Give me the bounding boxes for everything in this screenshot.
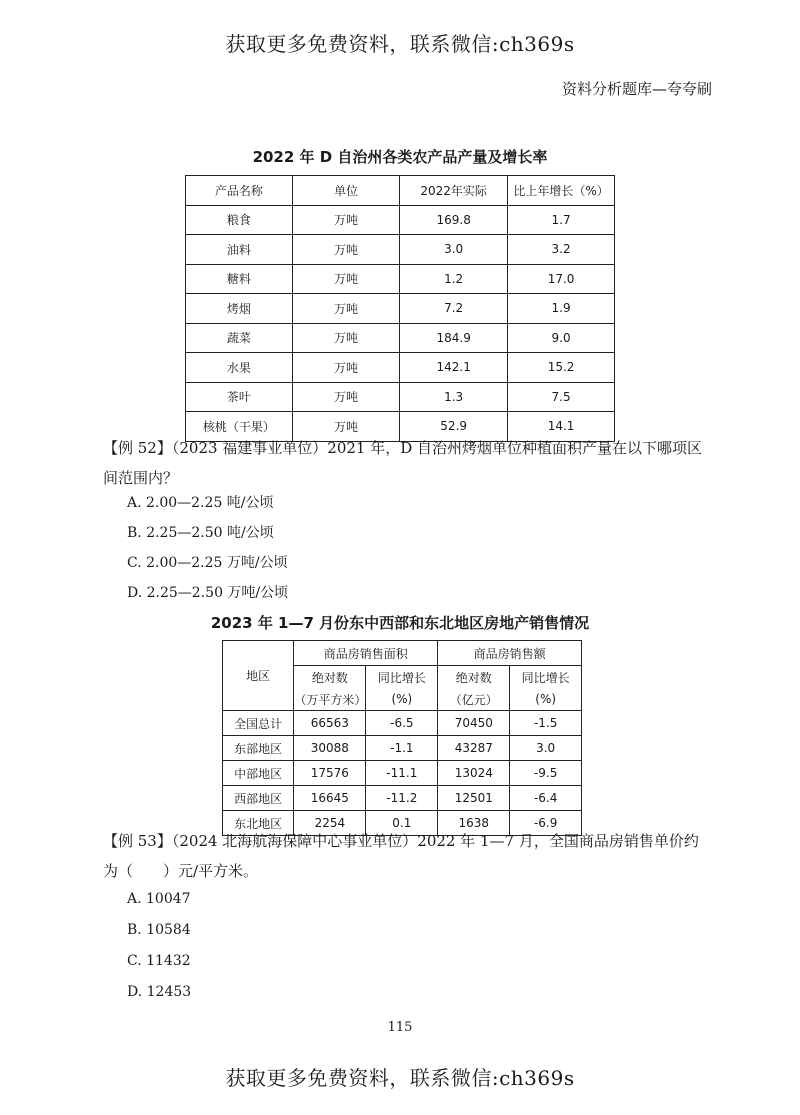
table-row — [186, 323, 615, 353]
table-header-row — [186, 176, 615, 206]
table-cell: 万吨 — [292, 235, 400, 265]
table-cell: 水果 — [186, 353, 293, 383]
header-title: 资料分析题库—夸夸刷 — [562, 80, 713, 98]
table-cell: 66563 — [294, 711, 366, 736]
table-cell: 52.9 — [400, 412, 508, 442]
option-a: A. 10047 — [127, 891, 191, 907]
table1-title: 2022 年 D 自治州各类农产品产量及增长率 — [252, 148, 548, 166]
table-cell: 3.0 — [400, 235, 508, 265]
table-cell: 中部地区 — [223, 761, 294, 786]
page-number: 115 — [387, 1020, 413, 1035]
table-header-cell: 比上年增长（%） — [508, 176, 615, 206]
option-a: A. 2.00—2.25 吨/公顷 — [127, 495, 274, 511]
table-row — [223, 711, 582, 736]
table-cell: 12501 — [438, 786, 510, 811]
table-cell: -9.5 — [510, 761, 582, 786]
table-cell: 茶叶 — [186, 382, 293, 412]
table-cell: 0.1 — [366, 811, 438, 836]
table-row — [186, 235, 615, 265]
table-cell: 2254 — [294, 811, 366, 836]
table-cell: 万吨 — [292, 294, 400, 324]
table-cell: 14.1 — [508, 412, 615, 442]
table-cell: 西部地区 — [223, 786, 294, 811]
watermark-top: 获取更多免费资料，联系微信:ch369s — [225, 32, 575, 56]
option-c: C. 11432 — [127, 953, 191, 969]
table-cell: 烤烟 — [186, 294, 293, 324]
table-header-cell: 绝对数 — [438, 666, 510, 689]
table-header-cell: 2022年实际 — [400, 176, 508, 206]
table-cell: 核桃（干果） — [186, 412, 293, 442]
table-cell: 17576 — [294, 761, 366, 786]
table-cell: 169.8 — [400, 205, 508, 235]
table-row — [223, 736, 582, 761]
table-cell: 17.0 — [508, 264, 615, 294]
table-row — [223, 786, 582, 811]
table-header-cell: 商品房销售额 — [438, 641, 582, 666]
table-row — [223, 761, 582, 786]
table-cell: 13024 — [438, 761, 510, 786]
table-cell: 万吨 — [292, 205, 400, 235]
table-cell: 7.2 — [400, 294, 508, 324]
table-header-cell: 商品房销售面积 — [294, 641, 438, 666]
table-cell: 9.0 — [508, 323, 615, 353]
table-cell: -11.2 — [366, 786, 438, 811]
table-header-cell: (%) — [366, 688, 438, 711]
table-header-cell: 同比增长 — [510, 666, 582, 689]
table-cell: 1.3 — [400, 382, 508, 412]
table2 — [222, 640, 582, 836]
table-cell: -6.4 — [510, 786, 582, 811]
table-header-cell: （亿元） — [438, 688, 510, 711]
table-cell: -11.1 — [366, 761, 438, 786]
table-cell: 万吨 — [292, 323, 400, 353]
table-cell: 万吨 — [292, 412, 400, 442]
table-cell: 1638 — [438, 811, 510, 836]
table-header-cell: 同比增长 — [366, 666, 438, 689]
table-cell: 东北地区 — [223, 811, 294, 836]
table-row — [186, 382, 615, 412]
table-cell: 蔬菜 — [186, 323, 293, 353]
table-cell: 7.5 — [508, 382, 615, 412]
table-cell: 东部地区 — [223, 736, 294, 761]
table-cell: 184.9 — [400, 323, 508, 353]
table-cell: 1.9 — [508, 294, 615, 324]
table-header-cell: 单位 — [292, 176, 400, 206]
watermark-bottom: 获取更多免费资料，联系微信:ch369s — [225, 1066, 575, 1090]
table-header-cell: (%) — [510, 688, 582, 711]
table-cell: 油料 — [186, 235, 293, 265]
table-cell: -1.5 — [510, 711, 582, 736]
table-cell: -1.1 — [366, 736, 438, 761]
option-d: D. 2.25—2.50 万吨/公顷 — [127, 585, 289, 601]
table-cell: 1.7 — [508, 205, 615, 235]
table-header-cell: 绝对数 — [294, 666, 366, 689]
table-cell: 全国总计 — [223, 711, 294, 736]
table-cell: 万吨 — [292, 353, 400, 383]
table-cell: 万吨 — [292, 264, 400, 294]
table-cell: -6.9 — [510, 811, 582, 836]
table-cell: 粮食 — [186, 205, 293, 235]
table-row — [186, 205, 615, 235]
table-row — [186, 264, 615, 294]
table-header-cell: 地区 — [223, 641, 294, 711]
question-53: 【例 53】（2024 北海航海保障中心事业单位）2022 年 1—7 月，全国商品房销售单价约为（ ）元/平方米。 — [103, 832, 699, 880]
table-cell: 15.2 — [508, 353, 615, 383]
table2-title: 2023 年 1—7 月份东中西部和东北地区房地产销售情况 — [210, 614, 590, 632]
option-d: D. 12453 — [127, 984, 192, 1000]
table-cell: 16645 — [294, 786, 366, 811]
table-cell: 30088 — [294, 736, 366, 761]
table-cell: 1.2 — [400, 264, 508, 294]
table-cell: 3.2 — [508, 235, 615, 265]
table-header-cell: 产品名称 — [186, 176, 293, 206]
option-b: B. 10584 — [127, 922, 191, 938]
option-c: C. 2.00—2.25 万吨/公顷 — [127, 555, 288, 571]
table-cell: 43287 — [438, 736, 510, 761]
table-cell: 万吨 — [292, 382, 400, 412]
table-cell: -6.5 — [366, 711, 438, 736]
table-header-row — [223, 641, 582, 666]
question-52: 【例 52】（2023 福建事业单位）2021 年，D 自治州烤烟单位种植面积产量在以下哪项区间范围内？ — [103, 439, 703, 487]
option-b: B. 2.25—2.50 吨/公顷 — [127, 525, 274, 541]
table-cell: 3.0 — [510, 736, 582, 761]
table1 — [185, 175, 615, 442]
table-cell: 70450 — [438, 711, 510, 736]
table-cell: 糖料 — [186, 264, 293, 294]
table-header-cell: （万平方米） — [294, 688, 366, 711]
table-row — [186, 353, 615, 383]
table-row — [186, 294, 615, 324]
table-cell: 142.1 — [400, 353, 508, 383]
